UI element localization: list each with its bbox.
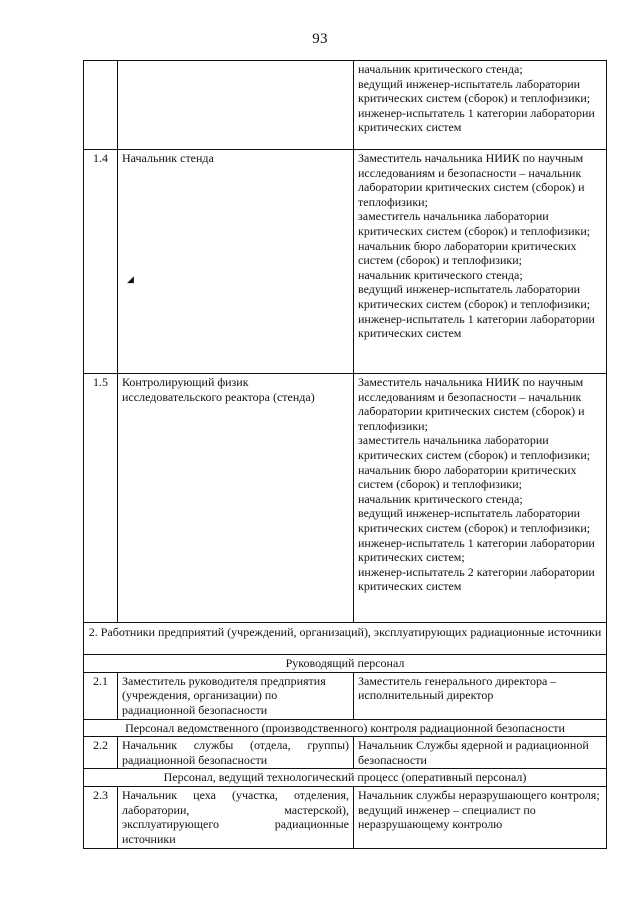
position-cell: Начальник службы (отдела, группы) радиационной безопасности [118, 737, 354, 769]
position-cell: Заместитель руководителя предприятия (учреждения, организации) по радиационной безопасности [118, 672, 354, 719]
table-row [84, 672, 607, 719]
row-number-cell [84, 61, 118, 150]
list-item: ведущий инженер-испытатель лаборатории критических систем (сборок) и теплофизики; [358, 506, 591, 535]
row-number-cell: 2.1 [84, 672, 118, 719]
section-row [84, 623, 607, 655]
list-item: инженер-испытатель 1 категории лаборатории критических систем [358, 105, 595, 135]
list-item: Начальник Службы ядерной и радиационной безопасности [358, 738, 589, 767]
subsection-heading: Персонал ведомственного (производственного) контроля радиационной безопасности [84, 719, 607, 737]
authorized-persons-cell [354, 150, 607, 374]
list-item: заместитель начальника лаборатории критических систем (сборок) и теплофизики; [358, 433, 591, 462]
list-item: ведущий инженер-испытатель лаборатории критических систем (сборок) и теплофизики; [358, 282, 591, 311]
authorized-persons-cell [354, 374, 607, 623]
authorized-persons-cell [354, 786, 607, 848]
position-cell [118, 61, 354, 150]
list-item: Заместитель генерального директора – исполнительный директор [358, 673, 557, 703]
list-item: Заместитель начальника НИИК по научным исследованиям и безопасности – начальник лаборатории критических систем (сборок) и теплофизики; [358, 151, 585, 209]
list-item: ведущий инженер-испытатель лаборатории критических систем (сборок) и теплофизики; [358, 76, 591, 106]
table-row [84, 61, 607, 150]
authorized-persons-cell [354, 737, 607, 769]
list-item: начальник бюро лаборатории критических систем (сборок) и теплофизики; [358, 462, 577, 492]
subsection-row [84, 719, 607, 737]
authorized-persons-cell [354, 61, 607, 150]
row-number-cell: 2.2 [84, 737, 118, 769]
list-item: заместитель начальника лаборатории критических систем (сборок) и теплофизики; [358, 209, 591, 238]
row-number-cell: 1.4 [84, 150, 118, 374]
list-item: начальник критического стенда; [358, 267, 523, 282]
list-item: инженер-испытатель 1 категории лаборатории критических систем [358, 311, 595, 341]
page-number: 93 [312, 31, 328, 47]
table-row [84, 786, 607, 848]
list-item: инженер-испытатель 2 категории лаборатории критических систем [358, 564, 595, 594]
list-item: ведущий инженер – специалист по неразрушающему контролю [358, 802, 536, 832]
list-item: инженер-испытатель 1 категории лаборатории критических систем; [358, 535, 595, 565]
row-number-cell: 2.3 [84, 786, 118, 848]
authorized-persons-cell [354, 672, 607, 719]
table-row [84, 374, 607, 623]
table-row [84, 737, 607, 769]
table-row [84, 150, 607, 374]
list-item: начальник критического стенда; [358, 62, 523, 76]
staff-table [83, 60, 607, 849]
subsection-row [84, 769, 607, 787]
scan-mark-icon: ◢ [127, 274, 134, 284]
position-cell: Контролирующий физик исследовательского реактора (стенда) [118, 374, 354, 623]
subsection-heading: Руководящий персонал [84, 655, 607, 673]
position-cell: Начальник стенда [118, 150, 354, 374]
list-item: начальник критического стенда; [358, 491, 523, 506]
subsection-row [84, 655, 607, 673]
row-number-cell: 1.5 [84, 374, 118, 623]
section-heading: 2. Работники предприятий (учреждений, организаций), эксплуатирующих радиационные источники [84, 623, 607, 655]
position-cell: Начальник цеха (участка, отделения, лаборатории, мастерской), эксплуатирующего радиационные источники [118, 786, 354, 848]
list-item: Начальник службы неразрушающего контроля; [358, 787, 600, 802]
subsection-heading: Персонал, ведущий технологический процесс (оперативный персонал) [84, 769, 607, 787]
list-item: начальник бюро лаборатории критических систем (сборок) и теплофизики; [358, 238, 577, 268]
list-item: Заместитель начальника НИИК по научным исследованиям и безопасности – начальник лаборатории критических систем (сборок) и теплофизики; [358, 375, 585, 433]
